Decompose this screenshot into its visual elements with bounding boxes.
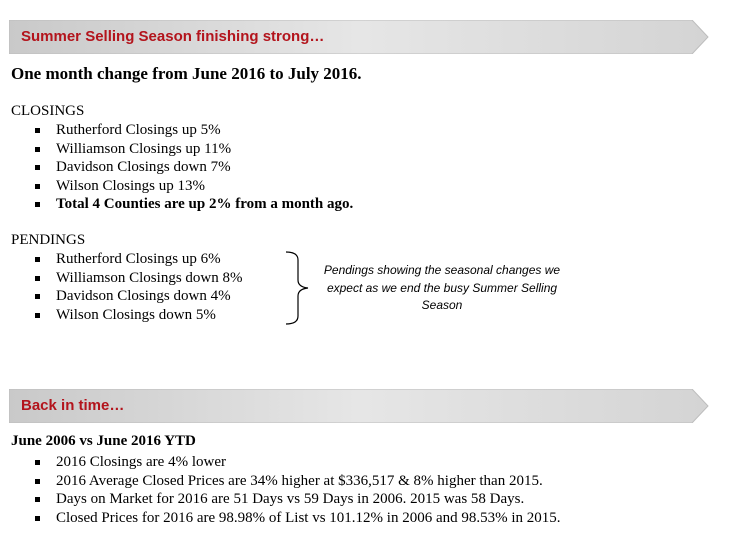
pendings-label: PENDINGS [11,232,86,248]
list-item: Rutherford Closings up 5% [32,121,353,140]
list-item: Wilson Closings down 5% [32,306,242,325]
list-item: Rutherford Closings up 6% [32,250,242,269]
section-heading: June 2006 vs June 2016 YTD [11,433,196,449]
bullet-icon [35,516,40,521]
back-in-time-list [32,453,561,527]
bullet-icon [35,128,40,133]
bullet-icon [35,479,40,484]
section-banner-back-in-time [9,389,709,423]
list-item: Davidson Closings down 4% [32,287,242,306]
bullet-icon [35,294,40,299]
bullet-icon [35,202,40,207]
list-item: Williamson Closings up 11% [32,140,353,159]
page-heading: One month change from June 2016 to July 2016. [11,64,362,83]
bullet-icon [35,147,40,152]
list-item: Davidson Closings down 7% [32,158,353,177]
list-item: Closed Prices for 2016 are 98.98% of List vs 101.12% in 2006 and 98.53% in 2015. [32,509,561,528]
banner-title: Back in time… [21,397,125,414]
bullet-icon [35,497,40,502]
bullet-icon [35,257,40,262]
bullet-icon [35,276,40,281]
section-banner-summer [9,20,709,54]
closings-list [32,121,353,214]
bullet-icon [35,184,40,189]
list-item: Wilson Closings up 13% [32,177,353,196]
closings-label: CLOSINGS [11,103,85,119]
bullet-icon [35,165,40,170]
pendings-note: Pendings showing the seasonal changes we expect as we end the busy Summer Selling Season [323,263,561,312]
list-item: 2016 Closings are 4% lower [32,453,561,472]
list-item: 2016 Average Closed Prices are 34% higher at $336,517 & 8% higher than 2015. [32,472,561,491]
curly-brace-icon [282,250,316,326]
list-item-total: Total 4 Counties are up 2% from a month ago. [32,195,353,214]
list-item: Williamson Closings down 8% [32,269,242,288]
banner-title: Summer Selling Season finishing strong… [21,28,325,45]
list-item: Days on Market for 2016 are 51 Days vs 59 Days in 2006. 2015 was 58 Days. [32,490,561,509]
bullet-icon [35,460,40,465]
bullet-icon [35,313,40,318]
pendings-list [32,250,242,324]
